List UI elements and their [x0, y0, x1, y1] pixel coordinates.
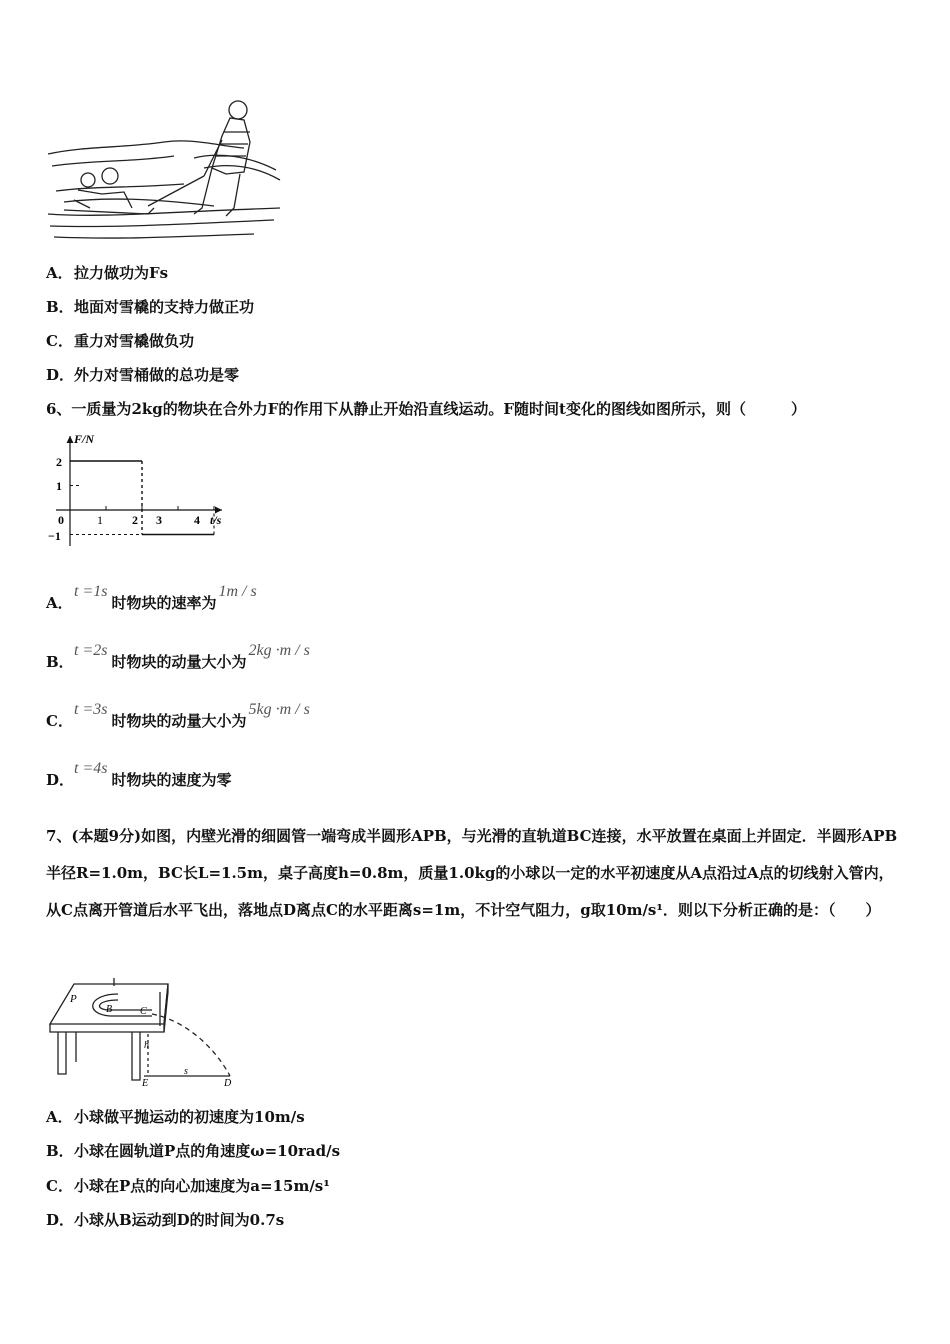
q6-force-time-chart	[44, 428, 244, 558]
q6-option-b[interactable]: B．t =2s时物块的动量大小为2kg ·m / s	[46, 642, 310, 671]
x-tick-4: 4	[194, 513, 200, 527]
q7-option-a[interactable]: A．小球做平抛运动的初速度为10m/s	[46, 1108, 305, 1126]
x-tick-0: 0	[58, 513, 64, 527]
sled-illustration	[44, 96, 284, 246]
label-e: E	[142, 1078, 149, 1089]
q5-option-a[interactable]: A．拉力做功为Fs	[46, 264, 169, 282]
q5-option-d[interactable]: D．外力对雪桶做的总功是零	[46, 366, 240, 384]
q6-option-a[interactable]: A．t =1s时物块的速率为1m / s	[46, 583, 257, 612]
label-p: P	[70, 993, 77, 1005]
label-h: h	[144, 1040, 149, 1051]
q5-option-b[interactable]: B．地面对雪橇的支持力做正功	[46, 298, 255, 316]
x-tick-2: 2	[132, 513, 138, 527]
label-d: D	[224, 1078, 232, 1089]
q6-option-d[interactable]: D．t =4s时物块的速度为零	[46, 760, 232, 789]
q6-stem: 6、一质量为2kg的物块在合外力F的作用下从静止开始沿直线运动。F随时间t变化的图线如图所示，则（ ）	[46, 400, 806, 418]
y-tick-1: 1	[56, 479, 62, 493]
q7-option-b[interactable]: B．小球在圆轨道P点的角速度ω=10rad/s	[46, 1142, 341, 1160]
y-axis-label: F/N	[74, 432, 95, 446]
q7-option-c[interactable]: C．小球在P点的向心加速度为a=15m/s¹	[46, 1177, 330, 1195]
label-s: s	[184, 1066, 188, 1077]
q7-option-d[interactable]: D．小球从B运动到D的时间为0.7s	[46, 1211, 285, 1229]
label-b: B	[106, 1004, 113, 1015]
y-tick-neg1: −1	[48, 529, 61, 543]
q7-table-figure	[44, 976, 244, 1092]
y-tick-2: 2	[56, 455, 62, 469]
q6-option-c[interactable]: C．t =3s时物块的动量大小为5kg ·m / s	[46, 701, 310, 730]
label-c: C	[140, 1006, 147, 1017]
x-axis-label: t/s	[210, 513, 222, 527]
x-tick-3: 3	[156, 513, 162, 527]
x-tick-labels	[58, 513, 200, 527]
q7-stem: 7、(本题9分)如图，内壁光滑的细圆管一端弯成半圆形APB，与光滑的直轨道BC连接，水平放置在桌面上并固定．半圆形APB半径R=1.0m，BC长L=1.5m，桌子高度h=0.8m，质量1.0kg的小球以一定的水平初速度从A点沿过A点的切线射入管内，从C点离开管道后水平飞出，落地点D离点C的水平距离s=1m，不计空气阻力，g取10m/s¹．则以下分析正确的是：（ ）	[46, 827, 898, 919]
x-tick-1: 1	[97, 513, 103, 527]
q5-option-c[interactable]: C．重力对雪橇做负功	[46, 332, 195, 350]
